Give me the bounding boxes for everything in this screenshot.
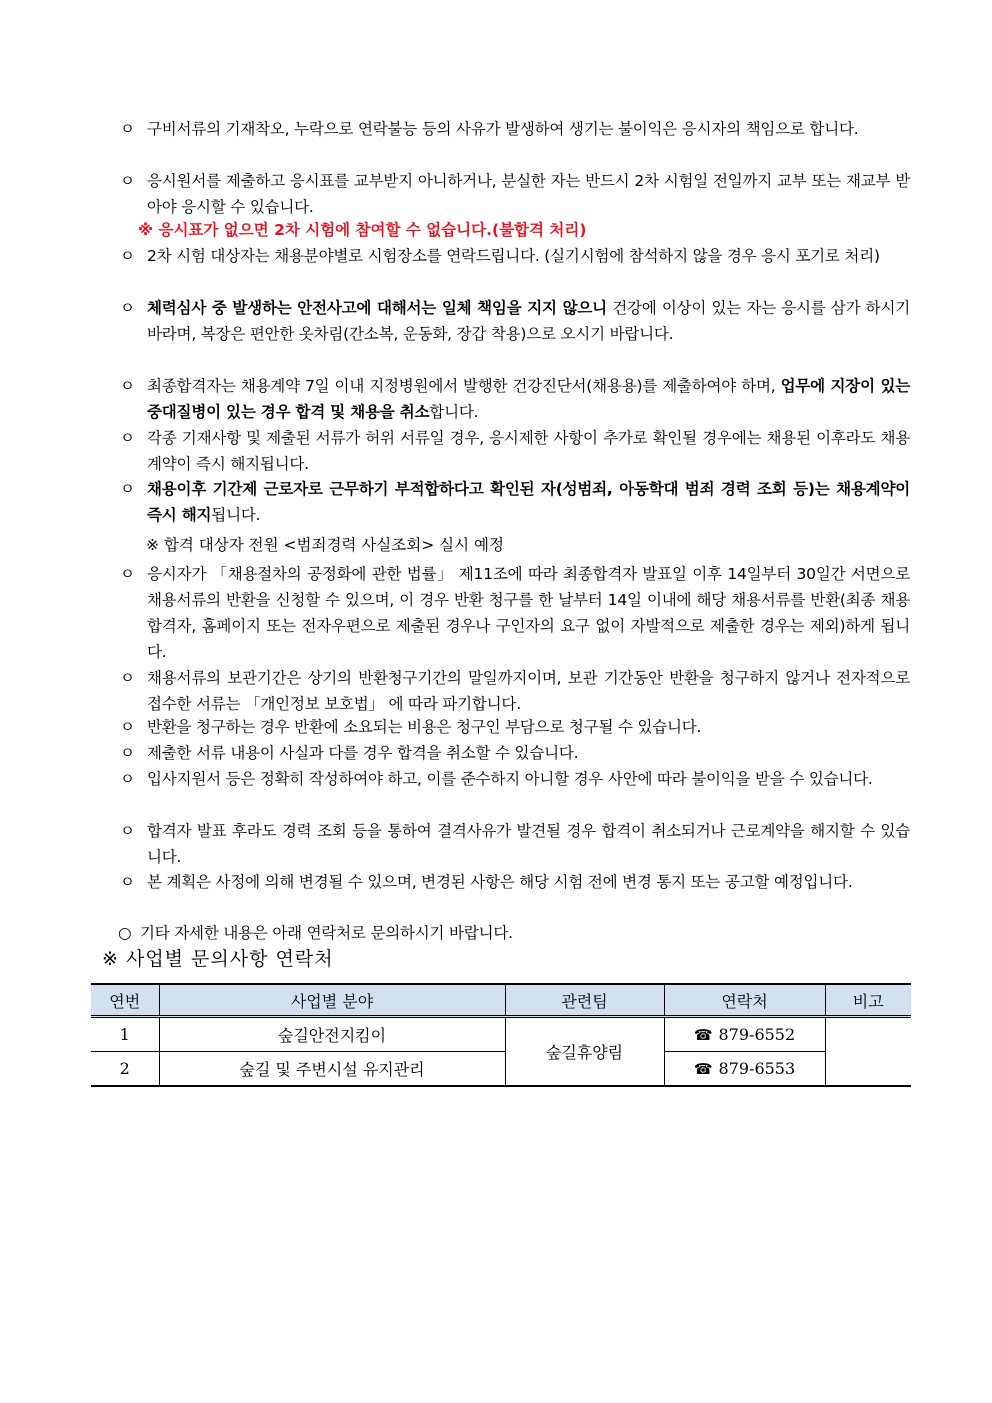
table-row [91, 1052, 911, 1087]
bullet: ㅇ [120, 377, 135, 395]
cell-no: 2 [91, 1052, 159, 1087]
item-text: 합니다. [429, 403, 479, 421]
contact-section-title: ※ 사업별 문의사항 연락처 [102, 948, 334, 970]
header-no: 연번 [91, 984, 159, 1017]
cell-phone [664, 1052, 825, 1087]
header-contact: 연락처 [664, 984, 825, 1017]
list-item [120, 116, 910, 142]
item-text: 각종 기재사항 및 제출된 서류가 허위 서류일 경우, 응시제한 사항이 추가로 확인될 경우에는 채용된 이후라도 채용계약이 즉시 해지됩니다. [147, 429, 910, 473]
list-item [120, 766, 910, 792]
item-text: 기타 자세한 내용은 아래 연락처로 문의하시기 바랍니다. [140, 924, 513, 942]
item-text: 응시자가 「채용절차의 공정화에 관한 법률」 제11조에 따라 최종합격자 발표일 이후 14일부터 30일간 서면으로 채용서류의 반환을 신청할 수 있으며, 이 경우 반환 청구를 한 날부터 14일 이내에 해당 채용서류를 반환(최종 채용 합격자, 홈페이지 또는 전자우편으로 제출된 경우나 구인자의 요구 없이 자발적으로 제출한 경우는 제외)하게 됩니다. [147, 565, 910, 661]
bullet: ㅇ [120, 565, 135, 583]
item-text-bold: 업무에 지장이 있는 중대질병이 있는 경우 합격 및 채용을 취소 [147, 377, 910, 421]
cell-phone [664, 1017, 825, 1052]
table-row [91, 1017, 911, 1052]
list-item [120, 476, 910, 528]
item-text: 채용서류의 보관기간은 상기의 반환청구기간의 말일까지이며, 보관 기간동안 반환을 청구하지 않거나 전자적으로 접수한 서류는 「개인정보 보호법」 에 따라 파기합니다. [147, 669, 910, 713]
item-text-bold: 채용이후 기간제 근로자로 근무하기 부적합하다고 확인된 자(성범죄, 아동학대 범죄 경력 조회 등)는 채용계약이 즉시 해지 [147, 480, 910, 524]
list-item [120, 869, 910, 895]
item-text: 최종합격자는 채용계약 7일 이내 지정병원에서 발행한 건강진단서(채용용)를 제출하여야 하며, [147, 377, 781, 395]
bullet: ㅇ [120, 480, 135, 498]
bullet: ㅇ [120, 873, 135, 891]
bullet: ○ [118, 924, 132, 942]
item-text: 응시원서를 제출하고 응시표를 교부받지 아니하거나, 분실한 자는 반드시 2차 시험일 전일까지 교부 또는 재교부 받아야 응시할 수 있습니다. [147, 172, 910, 216]
list-item [120, 714, 910, 740]
warning-note: ※ 응시표가 없으면 2차 시험에 참여할 수 없습니다.(불합격 처리) [138, 221, 587, 239]
item-text: 건강에 이상이 있는 자는 응시를 삼가 하시기 바라며, 복장은 편안한 옷차림(간소복, 운동화, 장갑 착용)으로 오시기 바랍니다. [147, 299, 911, 343]
list-item [120, 373, 910, 425]
criminal-check-note: ※ 합격 대상자 전원 <범죄경력 사실조회> 실시 예정 [146, 536, 504, 554]
cell-field: 숲길 및 주변시설 유지관리 [159, 1052, 505, 1087]
header-note: 비고 [825, 984, 911, 1017]
bullet: ㅇ [120, 669, 135, 687]
phone-icon: ☎ [693, 1026, 713, 1044]
list-item [120, 561, 910, 665]
cell-team: 숲길휴양림 [505, 1017, 664, 1087]
bullet: ㅇ [120, 744, 135, 762]
header-field: 사업별 분야 [159, 984, 505, 1017]
bullet: ㅇ [120, 429, 135, 447]
bullet: ㅇ [120, 299, 135, 317]
list-item [120, 665, 910, 717]
phone-number: 879-6552 [718, 1025, 796, 1044]
item-text-bold: 체력심사 중 발생하는 안전사고에 대해서는 일체 책임을 지지 않으니 [147, 299, 607, 317]
bullet: ㅇ [120, 822, 135, 840]
item-text: 반환을 청구하는 경우 반환에 소요되는 비용은 청구인 부담으로 청구될 수 있습니다. [147, 718, 702, 736]
item-text: 본 계획은 사정에 의해 변경될 수 있으며, 변경된 사항은 해당 시험 전에 변경 통지 또는 공고할 예정입니다. [147, 873, 853, 891]
item-text: 2차 시험 대상자는 채용분야별로 시험장소를 연락드립니다. (실기시험에 참석하지 않을 경우 응시 포기로 처리) [147, 247, 880, 265]
bullet: ㅇ [120, 718, 135, 736]
list-item [120, 740, 910, 766]
phone-icon: ☎ [693, 1060, 713, 1078]
item-text: 합격자 발표 후라도 경력 조회 등을 통하여 결격사유가 발견될 경우 합격이 취소되거나 근로계약을 해지할 수 있습니다. [147, 822, 910, 866]
item-text: 됩니다. [211, 506, 261, 524]
phone-number: 879-6553 [718, 1059, 796, 1078]
bullet: ㅇ [120, 770, 135, 788]
cell-no: 1 [91, 1017, 159, 1052]
cell-field: 숲길안전지킴이 [159, 1017, 505, 1052]
bullet: ㅇ [120, 172, 135, 190]
cell-note [825, 1017, 911, 1087]
item-text: 제출한 서류 내용이 사실과 다를 경우 합격을 취소할 수 있습니다. [147, 744, 579, 762]
bullet: ㅇ [120, 247, 135, 265]
item-text: 입사지원서 등은 정확히 작성하여야 하고, 이를 준수하지 아니할 경우 사안에 따라 불이익을 받을 수 있습니다. [147, 770, 873, 788]
item-text: 구비서류의 기재착오, 누락으로 연락불능 등의 사유가 발생하여 생기는 불이익은 응시자의 책임으로 합니다. [147, 120, 859, 138]
list-item [118, 920, 908, 946]
list-item [120, 243, 910, 269]
contact-table [91, 983, 911, 1087]
list-item [120, 295, 910, 347]
bullet: ㅇ [120, 120, 135, 138]
list-item [120, 818, 910, 870]
table-header-row [91, 984, 911, 1017]
header-team: 관련팀 [505, 984, 664, 1017]
list-item [120, 168, 910, 220]
list-item [120, 425, 910, 477]
